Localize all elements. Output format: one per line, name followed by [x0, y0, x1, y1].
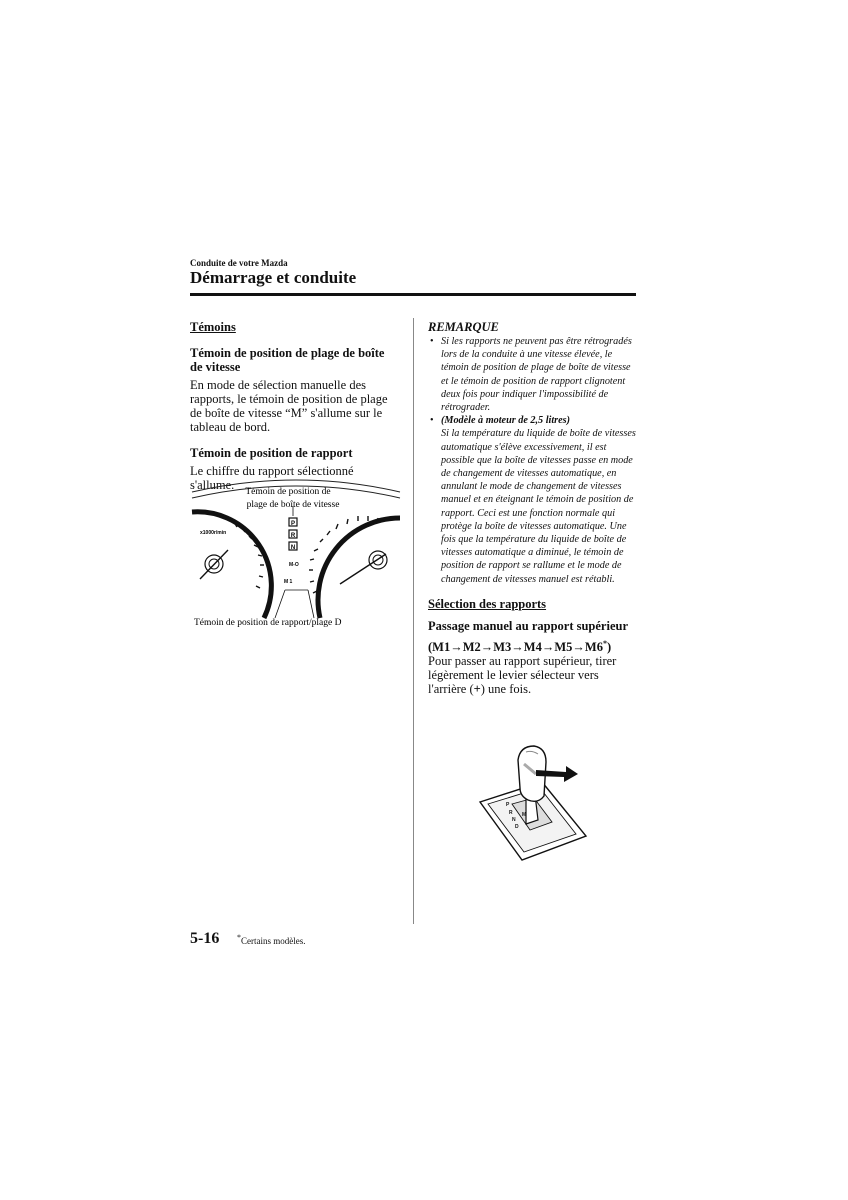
gear-selector-diagram: [476, 744, 588, 862]
title-rule: [190, 293, 636, 296]
instrument-cluster-diagram: [190, 478, 402, 630]
heading-upshift: Passage manuel au rapport supérieur: [428, 618, 628, 633]
page-number: 5-16: [190, 930, 220, 947]
callout-range-line2: plage de boîte de vitesse: [246, 500, 340, 510]
heading-range-indicator: Témoin de position de plage de boîte de vitesse: [190, 346, 385, 374]
heading-temoins: Témoins: [190, 320, 236, 334]
svg-text:P: P: [506, 802, 510, 808]
range-indicators: [284, 518, 299, 585]
tach-label: x1000r/min: [200, 530, 227, 536]
right-column: [428, 320, 638, 696]
left-column: [190, 320, 398, 492]
note-list: [428, 335, 638, 586]
bullet-icon: •: [430, 336, 434, 347]
indicator-n: N: [290, 545, 296, 551]
paragraph-upshift: Pour passer au rapport supérieur, tirer légèrement le levier sélecteur vers l'arrière (+) une fois.: [428, 654, 617, 697]
svg-text:N: N: [512, 817, 516, 823]
indicator-mo: M-O: [289, 562, 299, 568]
note-item-1: • Si les rapports ne peuvent pas être rétrogradés lors de la conduite à une vitesse élevée, le témoin de position de plage de boîte de vitesse et le témoin de position de rapport clignotent deux fois pour indiquer l'impossibilité de rétrograder.: [430, 336, 632, 414]
bullet-icon: •: [430, 415, 434, 427]
paragraph-range-indicator: En mode de sélection manuelle des rapports, le témoin de position de plage de boîte de vitesse “M” s'allume sur le tableau de bord.: [190, 378, 388, 434]
indicator-gear: M 1: [284, 579, 293, 585]
heading-gear-selection: Sélection des rapports: [428, 596, 547, 611]
footnote: *Certains modèles.: [237, 933, 306, 946]
callout-range-line1: Témoin de position de: [245, 487, 331, 497]
indicator-p: P: [290, 521, 296, 527]
paragraph-gear-indicator: Le chiffre du rapport sélectionné s'allume.: [190, 464, 354, 492]
svg-text:M: M: [522, 812, 527, 818]
callout-gear: Témoin de position de rapport/plage D: [194, 618, 342, 628]
speedometer-gauge: [309, 516, 400, 618]
section-label: Conduite de votre Mazda: [190, 258, 288, 268]
page-title: Démarrage et conduite: [190, 268, 357, 287]
indicator-r: R: [290, 533, 296, 539]
note-item-2: • (Modèle à moteur de 2,5 litres) Si la température du liquide de boîte de vitesses automatique s'élève excessivement, il est possible que la boîte de vitesses passe en mode de changement de vitesses automatique, en annulant le mode de changement de vitesses manuel et en éteignant le témoin de position de rapport. Ceci est une fonction normale qui protège la boîte de vitesses automatique. Une fois que la température du liquide de boîte de vitesses automatique a diminué, le témoin de position de rapport se rallume et le mode de changement de vitesses manuel est rétabli.: [430, 415, 636, 585]
note-title: REMARQUE: [428, 320, 499, 334]
heading-gear-indicator: Témoin de position de rapport: [190, 446, 353, 460]
upshift-sequence: (M1→M2→M3→M4→M5→M6*): [428, 638, 612, 655]
svg-text:D: D: [515, 824, 519, 830]
tachometer-gauge: [192, 512, 271, 618]
svg-text:R: R: [509, 810, 513, 816]
column-divider: [413, 318, 414, 924]
